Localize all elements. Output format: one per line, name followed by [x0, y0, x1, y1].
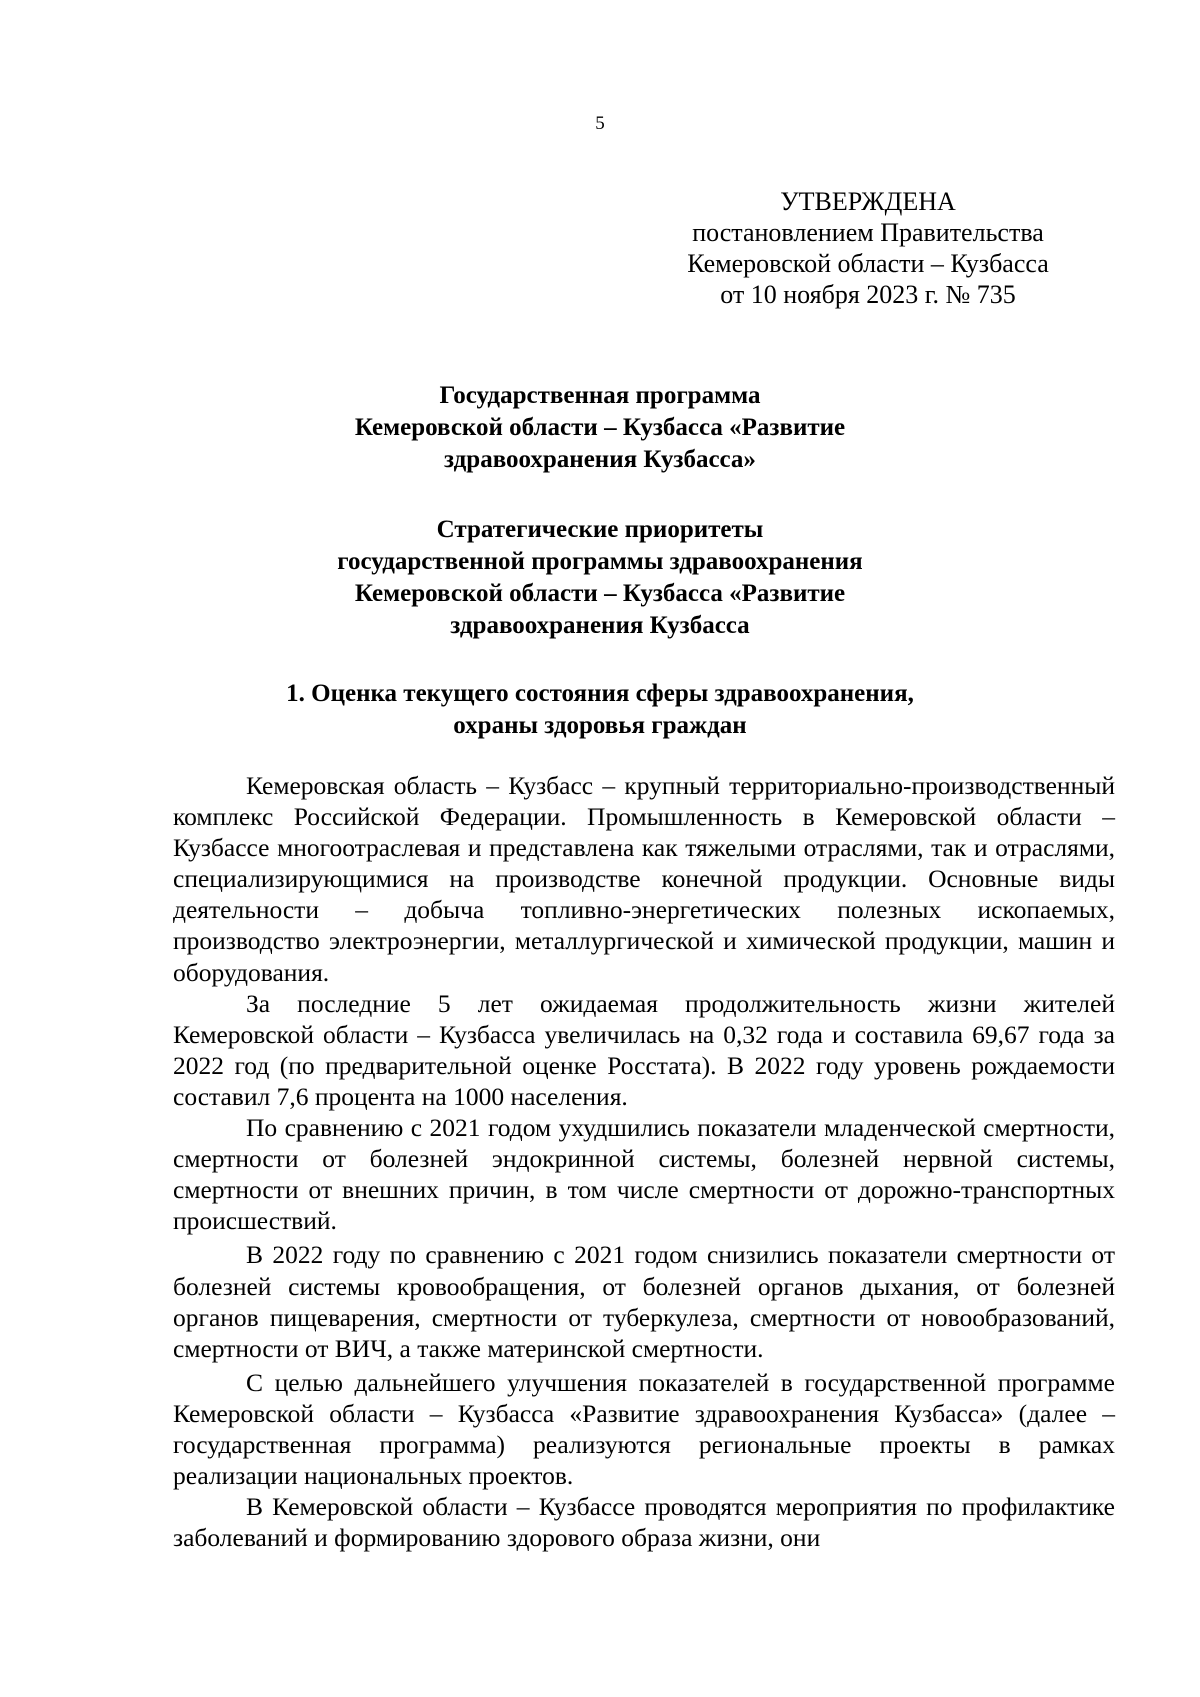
priorities-title-line-3: Кемеровской области – Кузбасса «Развитие — [354, 580, 846, 607]
approval-line-1: УТВЕРЖДЕНА — [780, 187, 956, 216]
program-title-line-3: здравоохранения Кузбасса» — [444, 446, 756, 473]
approval-line-4: от 10 ноября 2023 г. № 735 — [720, 280, 1016, 309]
approval-line-2: постановлением Правительства — [692, 218, 1044, 247]
paragraph: Кемеровская область – Кузбасс – крупный территориально-производственный комплекс Российской Федерации. Промышленность в Кемеровской области – Кузбассе многоотраслевая и представлена как тяжелыми отраслями, так и отраслями, специализирующимися на производстве конечной продукции. Основные виды деятельности – добыча топливно-энергетических полезных ископаемых, производство электроэнергии, металлургической и химической продукции, машин и оборудования. — [173, 771, 1115, 987]
page-number: 5 — [595, 113, 605, 134]
body-text — [173, 770, 1115, 1553]
paragraph: По сравнению с 2021 годом ухудшились показатели младенческой смертности, смертности от болезней эндокринной системы, болезней нервной системы, смертности от внешних причин, в том числе смертности от дорожно-транспортных происшествий. — [173, 1113, 1115, 1236]
program-title — [200, 380, 1000, 476]
paragraph: С целью дальнейшего улучшения показателей в государственной программе Кемеровской области – Кузбасса «Развитие здравоохранения Кузбасса» (далее – государственная программа) реализуются региональные проекты в рамках реализации национальных проектов. — [173, 1367, 1115, 1491]
section-heading-line-2: охраны здоровья граждан — [453, 712, 747, 739]
approval-stamp — [658, 186, 1078, 310]
priorities-title — [200, 514, 1000, 642]
priorities-title-line-2: государственной программы здравоохранения — [337, 548, 863, 575]
paragraph: В Кемеровской области – Кузбассе проводятся мероприятия по профилактике заболеваний и формированию здорового образа жизни, они — [173, 1492, 1115, 1553]
paragraph: В 2022 году по сравнению с 2021 годом снизились показатели смертности от болезней системы кровообращения, от болезней органов дыхания, от болезней органов пищеварения, смертности от туберкулеза, смертности от новообразований, смертности от ВИЧ, а также материнской смертности. — [173, 1240, 1115, 1363]
paragraph: За последние 5 лет ожидаемая продолжительность жизни жителей Кемеровской области – Кузбасса увеличилась на 0,32 года и составила 69,67 года за 2022 год (по предварительной оценке Росстата). В 2022 году уровень рождаемости составил 7,6 процента на 1000 населения. — [173, 988, 1115, 1111]
program-title-line-2: Кемеровской области – Кузбасса «Развитие — [354, 414, 846, 441]
section-heading-line-1: 1. Оценка текущего состояния сферы здравоохранения, — [286, 680, 914, 707]
priorities-title-line-1: Стратегические приоритеты — [436, 516, 764, 543]
priorities-title-line-4: здравоохранения Кузбасса — [450, 612, 750, 639]
approval-line-3: Кемеровской области – Кузбасса — [687, 249, 1049, 278]
section-heading — [200, 678, 1000, 742]
program-title-line-1: Государственная программа — [439, 382, 761, 409]
